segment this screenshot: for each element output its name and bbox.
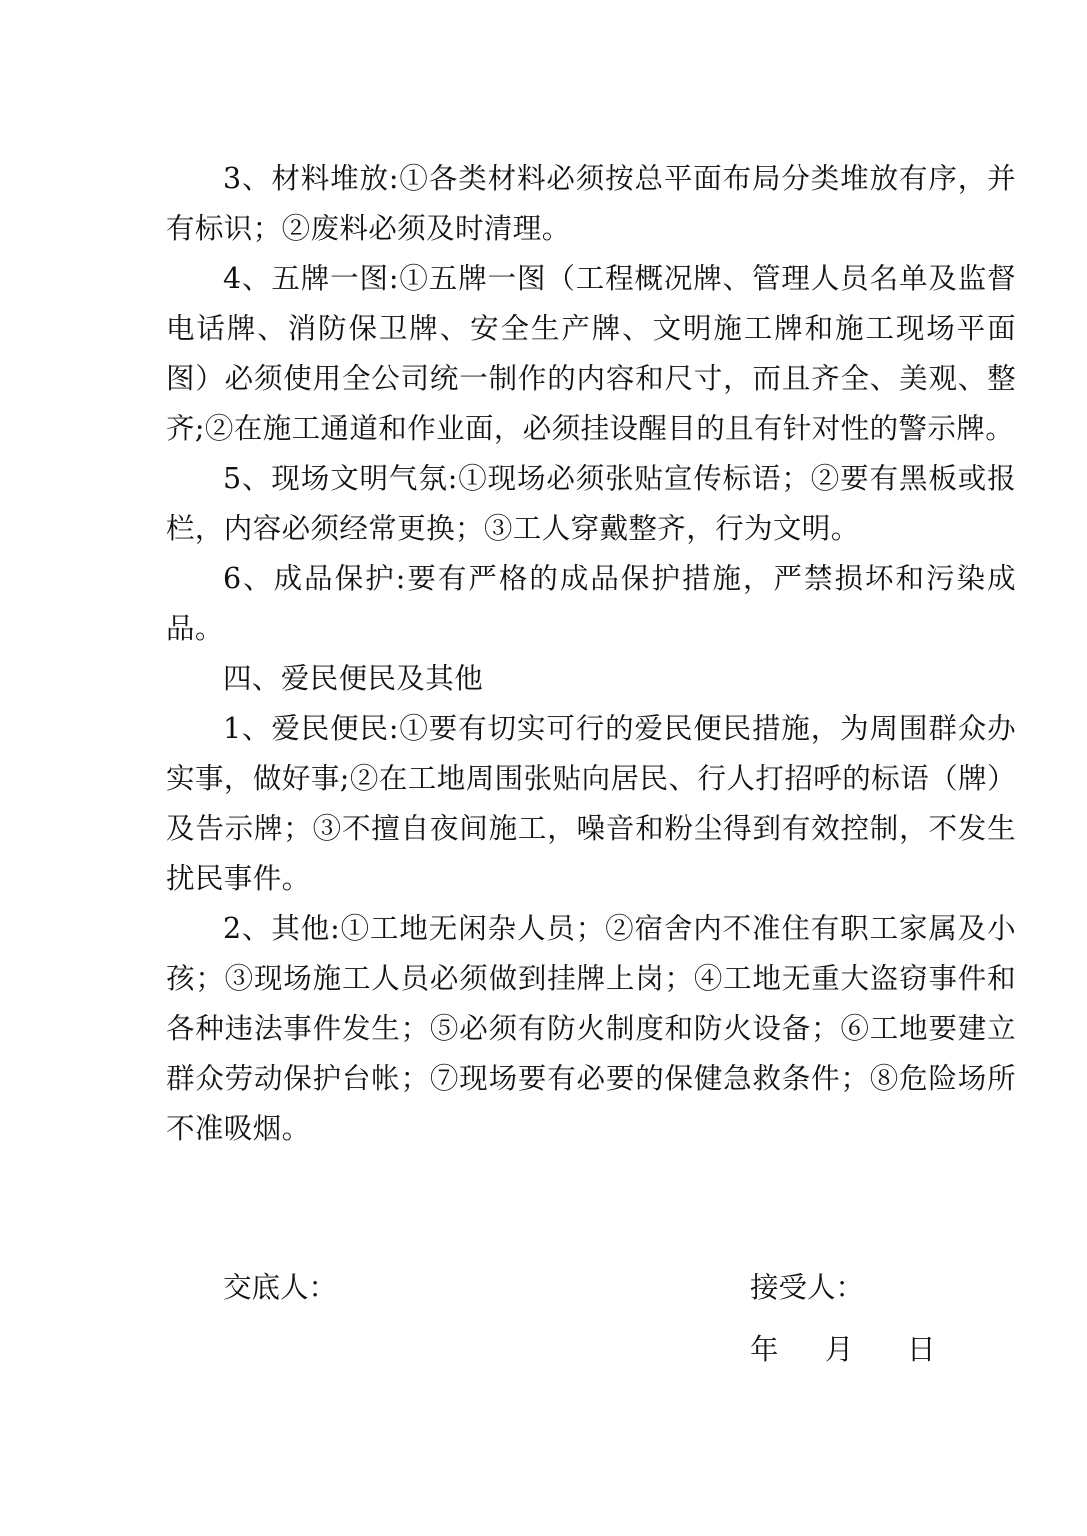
section-heading-community: 四、爱民便民及其他 (223, 662, 484, 695)
receiver-person-label: 接受人： (750, 1271, 865, 1304)
paragraph-community-care: 1、爱民便民:①要有切实可行的爱民便民措施，为周围群众办实事，做好事;②在工地周围张贴向居民、行人打招呼的标语（牌）及告示牌；③不擅自夜间施工，噪音和粉尘得到有效控制，不发生扰民事件。 (166, 712, 1016, 895)
paragraph-other: 2、其他:①工地无闲杂人员；②宿舍内不准住有职工家属及小孩；③现场施工人员必须做到挂牌上岗；④工地无重大盗窃事件和各种违法事件发生；⑤必须有防火制度和防火设备；⑥工地要建立群众劳动保护台帐；⑦现场要有必要的保健急救条件；⑧危险场所不准吸烟。 (166, 912, 1016, 1145)
date-line (750, 1330, 936, 1370)
handover-person-label: 交底人： (223, 1271, 338, 1304)
paragraph-material-stacking: 3、材料堆放:①各类材料必须按总平面布局分类堆放有序，并有标识；②废料必须及时清理。 (166, 162, 1016, 245)
paragraph-product-protection: 6、成品保护:要有严格的成品保护措施，严禁损坏和污染成品。 (166, 562, 1016, 645)
document-body (166, 154, 1016, 1154)
paragraph-civilized-atmosphere: 5、现场文明气氛:①现场必须张贴宣传标语；②要有黑板或报栏，内容必须经常更换；③工人穿戴整齐，行为文明。 (166, 462, 1016, 545)
paragraph-five-boards-one-map: 4、五牌一图:①五牌一图（工程概况牌、管理人员名单及监督电话牌、消防保卫牌、安全生产牌、文明施工牌和施工现场平面图）必须使用全公司统一制作的内容和尺寸，而且齐全、美观、整齐;②在施工通道和作业面，必须挂设醒目的且有针对性的警示牌。 (166, 262, 1016, 445)
date-year-label: 年 (750, 1333, 779, 1366)
date-day-label: 日 (907, 1333, 936, 1366)
date-month-label: 月 (825, 1333, 854, 1366)
